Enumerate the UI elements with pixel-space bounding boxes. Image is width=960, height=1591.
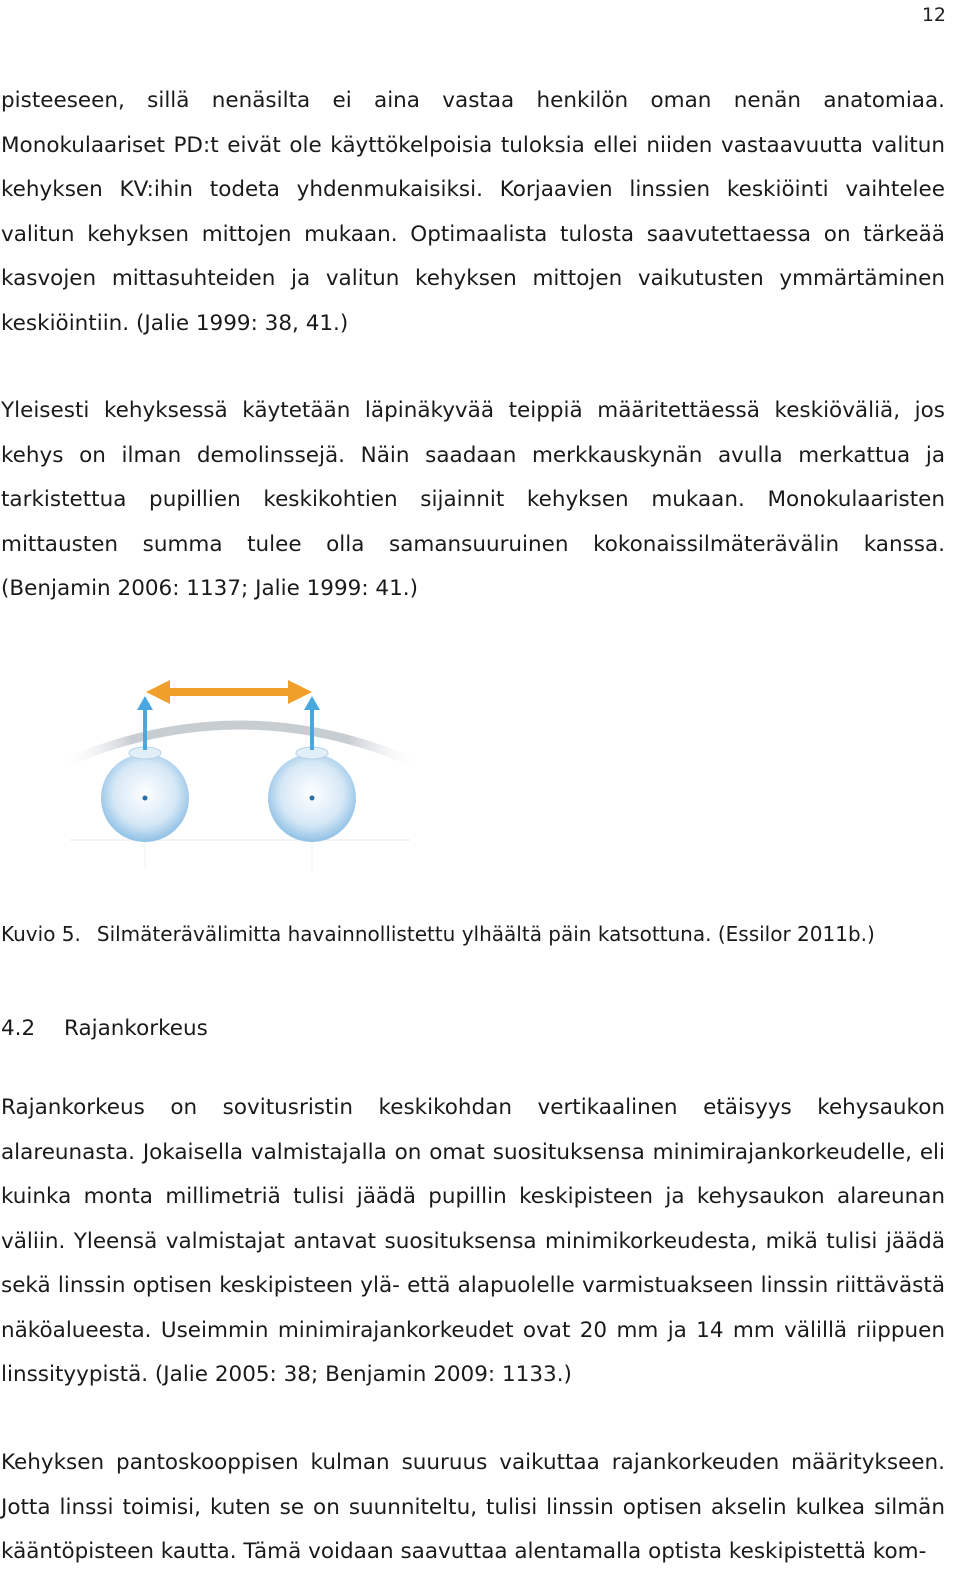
caption-text: Silmäterävälimitta havainnollistettu ylhäältä päin katsottuna. (Essilor 2011b.) (96, 922, 875, 946)
section-heading (1, 1016, 208, 1041)
paragraph-3: Rajankorkeus on sovitusristin keskikohdan vertikaalinen etäisyys kehysaukon alareunasta. Jokaisella valmistajalla on omat suosituksensa minimirajankorkeudelle, eli kuinka monta millimetriä tulisi jäädä pupillin keskipisteen ja kehysaukon alareunan väliin. Yleensä valmistajat antavat suosituksensa minimikorkeudesta, mikä tulisi jäädä sekä linssin optisen keskipisteen ylä- että alapuolelle varmistuakseen linssin riittävästä näköalueesta. Useimmin minimirajankorkeudet ovat 20 mm ja 14 mm välillä riippuen linssityypistä. (Jalie 2005: 38; Benjamin 2009: 1133.) (1, 1095, 945, 1387)
figure-pupil-distance (50, 670, 430, 875)
left-axis-arrowhead (137, 696, 153, 710)
pupil-distance-illustration (50, 670, 430, 875)
pd-arrowhead-right (288, 680, 312, 704)
page-number: 12 (921, 4, 946, 26)
paragraph-2: Yleisesti kehyksessä käytetään läpinäkyvää teippiä määritettäessä keskiöväliä, jos kehys on ilman demolinssejä. Näin saadaan merkkauskynän avulla merkattua ja tarkistettua pupillien keskikohtien sijainnit kehyksen mukaan. Monokulaaristen mittausten summa tulee olla samansuuruinen kokonaissilmäterävälin kanssa. (Benjamin 2006: 1137; Jalie 1999: 41.) (1, 398, 945, 601)
left-pupil-dot (143, 796, 148, 801)
section-number: 4.2 (1, 1016, 36, 1041)
section-title: Rajankorkeus (64, 1016, 208, 1041)
paragraph-4: Kehyksen pantoskooppisen kulman suuruus vaikuttaa rajankorkeuden määritykseen. Jotta linssi toimisi, kuten se on suunniteltu, tulisi linssin optisen akselin kulkea silmän kääntöpisteen kautta. Tämä voidaan saavuttaa alentamalla optista keskipistettä kom- (1, 1450, 945, 1564)
right-axis-arrowhead (304, 696, 320, 710)
figure-caption (1, 922, 875, 946)
spectacle-lens-curve (60, 725, 420, 765)
right-pupil-dot (310, 796, 315, 801)
caption-label: Kuvio 5. (1, 922, 81, 946)
pd-arrowhead-left (146, 680, 170, 704)
paragraph-1: pisteeseen, sillä nenäsilta ei aina vastaa henkilön oman nenän anatomiaa. Monokulaariset PD:t eivät ole käyttökelpoisia tuloksia ellei niiden vastaavuutta valitun kehyksen KV:ihin todeta yhdenmukaisiksi. Korjaavien linssien keskiöinti vaihtelee valitun kehyksen mittojen mukaan. Optimaalista tulosta saavutettaessa on tärkeää kasvojen mittasuhteiden ja valitun kehyksen mittojen vaikutusten ymmärtäminen keskiöintiin. (Jalie 1999: 38, 41.) (1, 88, 945, 336)
